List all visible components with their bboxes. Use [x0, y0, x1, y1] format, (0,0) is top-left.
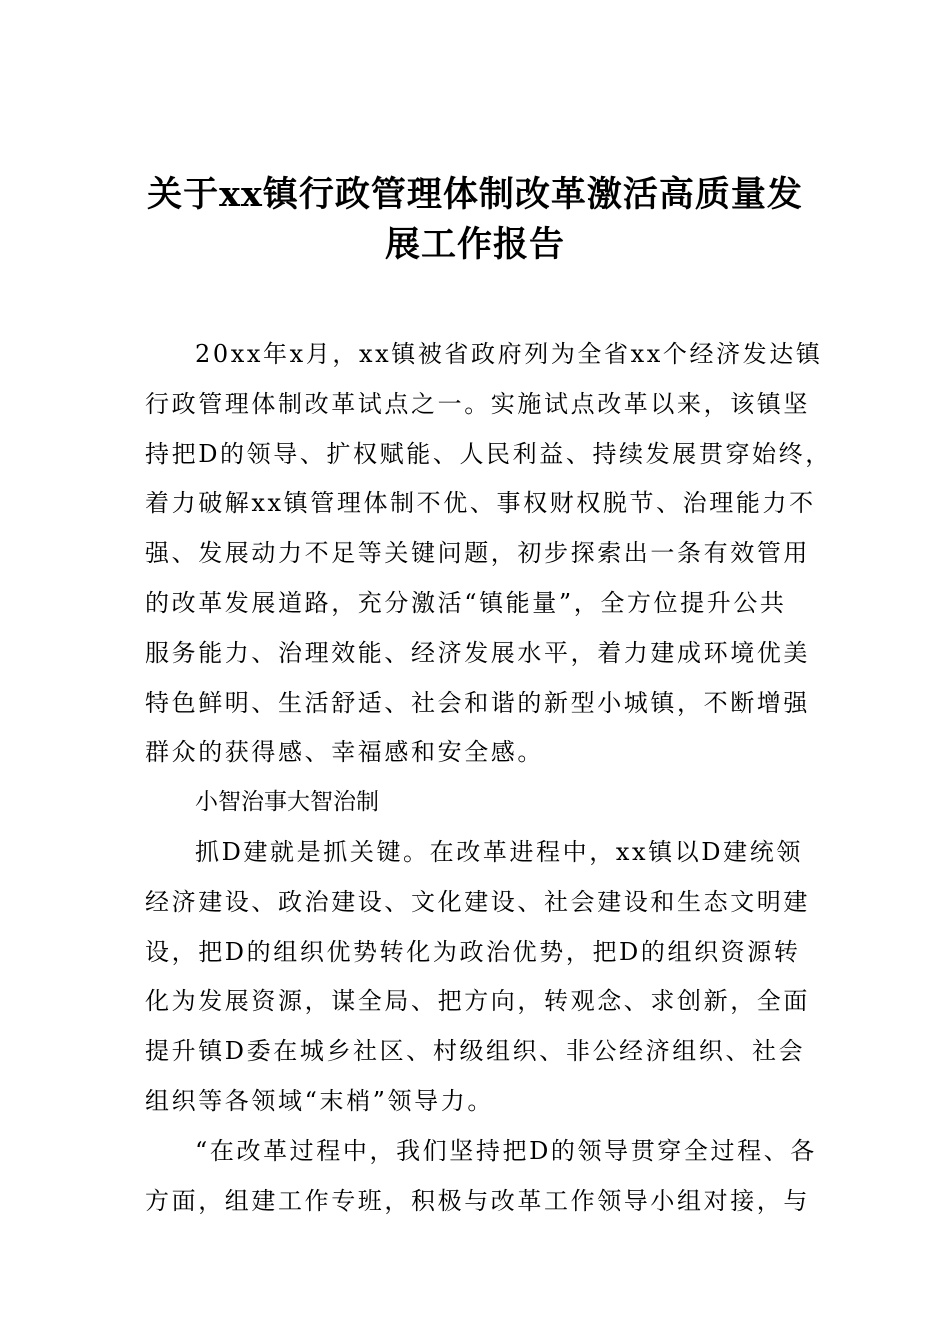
text-line: 20xx年x月，xx镇被省政府列为全省xx个经济发达镇 [195, 340, 823, 368]
text-line: 强、发展动力不足等关键问题，初步探索出一条有效管用 [145, 539, 810, 568]
title-line-2: 展工作报告 [384, 224, 565, 265]
paragraph-party-building [145, 828, 825, 1127]
text-line: 着力破解xx镇管理体制不优、事权财权脱节、治理能力不 [145, 489, 816, 518]
paragraph-intro [145, 330, 832, 778]
text-line: 群众的获得感、幸福感和安全感。 [145, 738, 544, 767]
text-line: 特色鲜明、生活舒适、社会和谐的新型小城镇，不断增强 [145, 688, 810, 717]
text-line: 服务能力、治理效能、经济发展水平，着力建成环境优美 [145, 638, 810, 667]
text-line: 提升镇D委在城乡社区、村级组织、非公经济组织、社会 [145, 1037, 806, 1066]
text-line: 经济建设、政治建设、文化建设、社会建设和生态文明建 [145, 887, 810, 916]
text-line: 组织等各领域“末梢”领导力。 [145, 1086, 494, 1115]
text-line: “在改革过程中，我们坚持把D的领导贯穿全过程、各 [195, 1136, 817, 1165]
text-line: 持把D的领导、扩权赋能、人民利益、持续发展贯穿始终， [145, 439, 832, 468]
text-line: 设，把D的组织优势转化为政治优势，把D的组织资源转 [145, 937, 801, 966]
text-line: 抓D建就是抓关键。在改革进程中，xx镇以D建统领 [195, 837, 803, 866]
document-body [145, 330, 832, 1226]
title-line-1: 关于xx镇行政管理体制改革激活高质量发 [147, 174, 803, 215]
text-line: 的改革发展道路，充分激活“镇能量”，全方位提升公共 [145, 588, 787, 617]
text-line: 方面，组建工作专班，积极与改革工作领导小组对接，与 [145, 1186, 810, 1215]
document-title [120, 170, 830, 270]
text-line: 行政管理体制改革试点之一。实施试点改革以来，该镇坚 [145, 389, 810, 418]
section-heading: 小智治事大智治制 [195, 789, 379, 816]
text-line: 化为发展资源，谋全局、把方向，转观念、求创新，全面 [145, 987, 810, 1016]
paragraph-quote [145, 1127, 825, 1227]
